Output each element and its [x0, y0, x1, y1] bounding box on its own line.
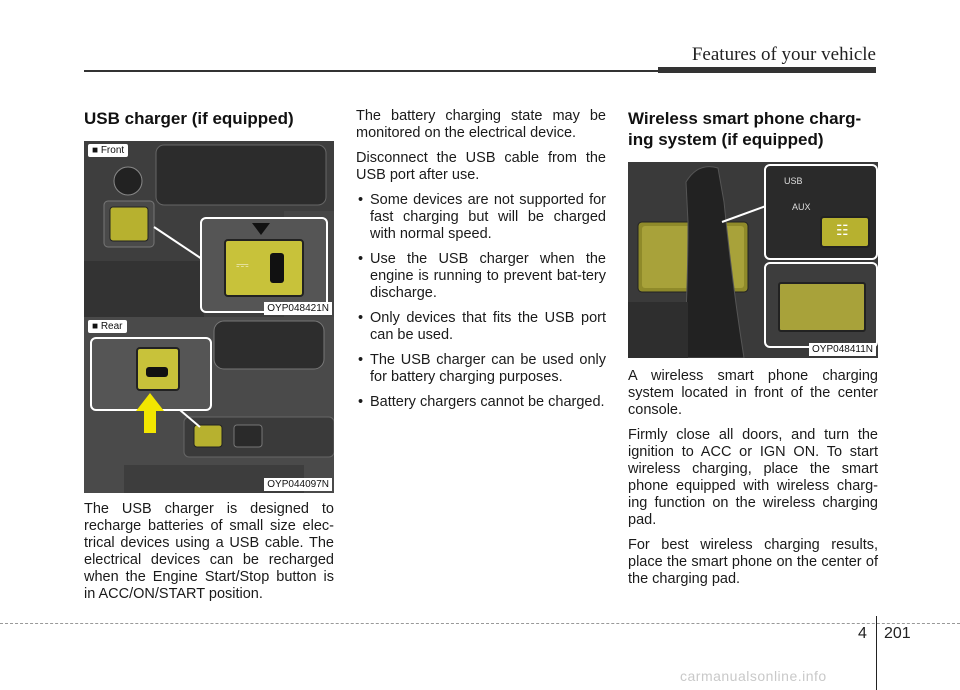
page-number-divider: [876, 616, 877, 690]
charging-state-paragraph: The battery charging state may be monitored on the electrical device.: [356, 108, 606, 141]
wireless-location-paragraph: A wireless smart phone charging system located in front of the center console.: [628, 368, 878, 418]
usb-continued-column: [356, 108, 606, 419]
wireless-heading: Wireless smart phone charg-ing system (if equipped): [628, 109, 862, 149]
page-section-title: Features of your vehicle: [691, 44, 876, 65]
arrow-up-shaft: [144, 411, 156, 433]
disconnect-paragraph: Disconnect the USB cable from the USB port after use.: [356, 150, 606, 183]
list-item: • Use the USB charger when the engine is running to prevent bat-tery discharge.: [356, 251, 606, 302]
usb-intro-paragraph: The USB charger is designed to recharge batteries of small size elec-trical devices using a USB cable. The electrical devices can be recharged when the Engine Start/Stop button is in ACC/ON/START position.: [84, 501, 334, 602]
list-item: • Only devices that fits the USB port can be used.: [356, 310, 606, 344]
front-label: ■ Front: [88, 144, 128, 157]
watermark: carmanualsonline.info: [680, 668, 827, 684]
front-usb-port-panel: [224, 239, 304, 297]
list-item: • Battery chargers cannot be charged.: [356, 394, 606, 411]
arrow-up-icon: [136, 393, 164, 411]
wireless-charge-icon: ☷: [836, 222, 849, 238]
rear-label: ■ Rear: [88, 320, 127, 333]
list-item: • Some devices are not supported for fast charging but will be charged with normal speed.: [356, 192, 606, 243]
wireless-button: [820, 216, 870, 248]
front-usb-figure: [84, 141, 334, 317]
usb-heading: USB charger (if equipped): [84, 109, 294, 128]
wireless-start-paragraph: Firmly close all doors, and turn the ignition to ACC or IGN ON. To start wireless charging, place the smart phone equipped with wireless charg-ing function on the wireless charging pad.: [628, 427, 878, 528]
arrow-down-icon: [252, 223, 270, 235]
front-usb-inset: [200, 217, 328, 313]
wireless-tips-paragraph: For best wireless charging results, place the smart phone on the center of the charging pad.: [628, 537, 878, 587]
usb-plug-icon: ⎓: [236, 257, 249, 274]
wireless-column: [628, 108, 878, 596]
page-number: 201: [884, 625, 911, 642]
wireless-figure: [628, 162, 878, 358]
list-item: • The USB charger can be used only for battery charging purposes.: [356, 352, 606, 386]
wireless-pad-inset: [764, 262, 878, 348]
aux-tag: AUX: [792, 202, 811, 212]
usb-tag: USB: [784, 176, 803, 186]
rear-usb-figure: [84, 317, 334, 493]
front-figure-code: OYP048421N: [264, 302, 332, 315]
front-usb-port: [270, 253, 284, 283]
rear-usb-port-panel: [136, 347, 180, 391]
rear-usb-port: [146, 367, 168, 377]
charging-pad: [778, 282, 866, 332]
footer-divider: [0, 623, 960, 624]
wireless-upper-inset: [764, 164, 878, 260]
header-rule-accent: [658, 67, 876, 73]
wireless-figure-code: OYP048411N: [809, 343, 876, 356]
usb-notes-list: [356, 192, 606, 411]
rear-figure-code: OYP044097N: [264, 478, 332, 491]
chapter-number: 4: [858, 625, 867, 642]
usb-column: [84, 108, 334, 611]
